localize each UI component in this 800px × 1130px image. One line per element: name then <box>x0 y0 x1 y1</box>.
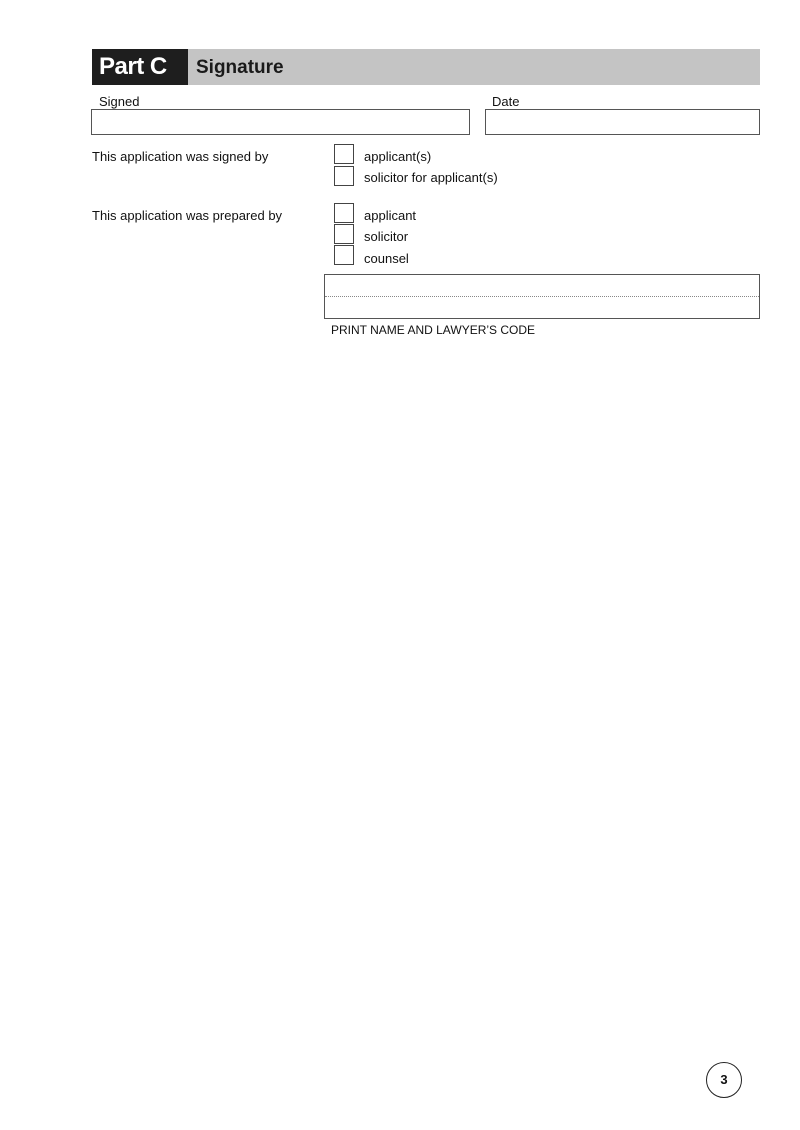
prepared-by-counsel-checkbox[interactable] <box>334 245 354 265</box>
prepared-by-solicitor-checkbox[interactable] <box>334 224 354 244</box>
print-name-divider <box>325 296 759 297</box>
prepared-by-label: This application was prepared by <box>92 208 283 223</box>
date-label: Date <box>492 94 520 109</box>
prepared-by-applicant-label: applicant <box>364 208 417 223</box>
signed-by-solicitor-checkbox[interactable] <box>334 166 354 186</box>
signed-by-applicant-label: applicant(s) <box>364 149 432 164</box>
page-number: 3 <box>706 1062 742 1098</box>
date-field[interactable] <box>485 109 760 135</box>
signed-by-label: This application was signed by <box>92 149 269 164</box>
prepared-by-solicitor-label: solicitor <box>364 229 409 244</box>
signed-by-solicitor-label: solicitor for applicant(s) <box>364 170 498 185</box>
prepared-by-applicant-checkbox[interactable] <box>334 203 354 223</box>
section-header <box>92 49 760 85</box>
signed-by-applicant-checkbox[interactable] <box>334 144 354 164</box>
signed-field[interactable] <box>91 109 470 135</box>
prepared-by-counsel-label: counsel <box>364 251 409 266</box>
signed-label: Signed <box>99 94 140 109</box>
part-label: Part C <box>92 49 188 85</box>
print-name-field[interactable] <box>324 274 760 319</box>
print-name-caption: PRINT NAME AND LAWYER’S CODE <box>331 323 536 337</box>
section-title: Signature <box>196 57 284 78</box>
